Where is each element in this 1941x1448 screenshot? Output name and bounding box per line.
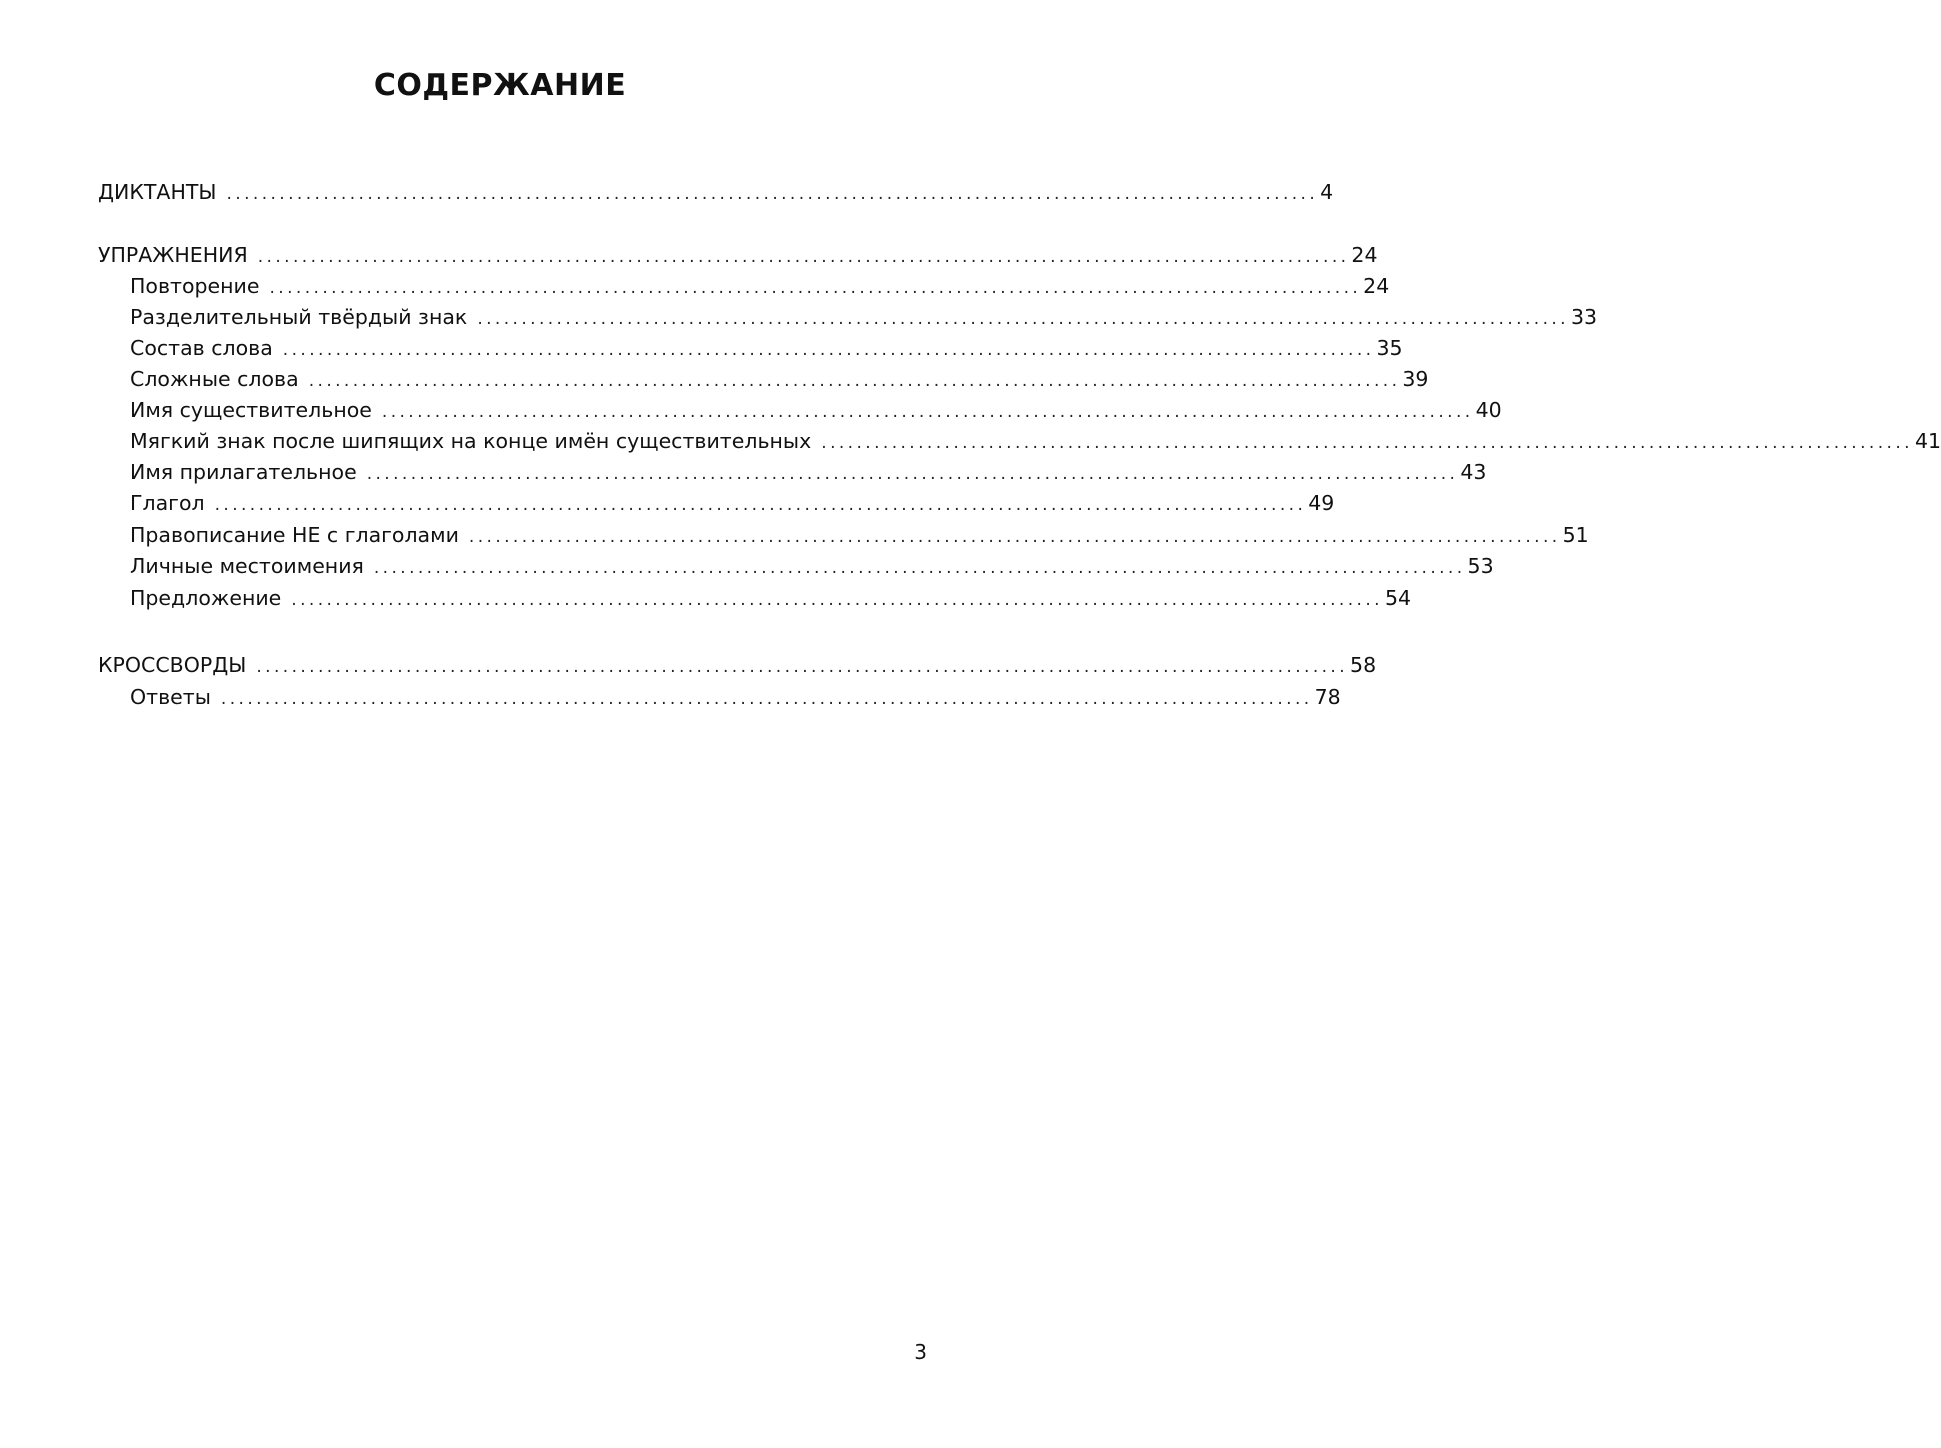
toc-item[interactable] bbox=[98, 682, 1341, 712]
toc-entry-page: 58 bbox=[1350, 653, 1377, 677]
toc-item[interactable] bbox=[98, 395, 1502, 425]
dot-leader: ............................................................................................................................ bbox=[477, 309, 1569, 329]
toc-section-crosswords[interactable] bbox=[98, 650, 1377, 680]
dot-leader: ............................................................................................................................ bbox=[291, 590, 1383, 610]
toc-entry-label: Предложение bbox=[130, 586, 282, 610]
toc-entry-page: 4 bbox=[1320, 180, 1334, 204]
toc-entry-label: Разделительный твёрдый знак bbox=[130, 305, 468, 329]
dot-leader: ............................................................................................................................ bbox=[366, 464, 1459, 484]
toc-item[interactable] bbox=[98, 457, 1487, 487]
toc-item[interactable] bbox=[98, 302, 1598, 332]
toc-item[interactable] bbox=[98, 488, 1335, 518]
toc-entry-label: ДИКТАНТЫ bbox=[98, 180, 217, 204]
toc-entry-page: 54 bbox=[1384, 586, 1412, 610]
toc-entry-label: КРОССВОРДЫ bbox=[98, 653, 247, 677]
toc-entry-page: 78 bbox=[1314, 685, 1341, 709]
dot-leader: ............................................................................................................................ bbox=[226, 184, 1319, 204]
toc-entry-label: Имя существительное bbox=[130, 398, 372, 422]
dot-leader: ............................................................................................................................ bbox=[821, 433, 1913, 453]
toc-entry-page: 24 bbox=[1363, 274, 1390, 298]
toc-item[interactable] bbox=[98, 333, 1403, 363]
toc-entry-label: Сложные слова bbox=[130, 367, 299, 391]
dot-leader: ............................................................................................................................ bbox=[269, 278, 1362, 298]
toc-entry-page: 39 bbox=[1402, 367, 1429, 391]
toc-entry-label: УПРАЖНЕНИЯ bbox=[98, 243, 248, 267]
toc-entry-page: 40 bbox=[1475, 398, 1502, 422]
toc-entry-label: Состав слова bbox=[130, 336, 273, 360]
dot-leader: ............................................................................................................................ bbox=[373, 558, 1466, 578]
toc-item[interactable] bbox=[98, 551, 1494, 581]
toc-entry-label: Повторение bbox=[130, 274, 260, 298]
toc-entry-page: 33 bbox=[1570, 305, 1598, 329]
toc-entry-page: 41 bbox=[1914, 429, 1941, 453]
toc-entry-page: 49 bbox=[1308, 491, 1335, 515]
toc-section-dictations[interactable] bbox=[98, 177, 1334, 207]
toc-entry-label: Личные местоимения bbox=[130, 554, 364, 578]
toc-item[interactable] bbox=[98, 520, 1589, 550]
toc-item[interactable] bbox=[98, 426, 1941, 456]
toc-entry-page: 43 bbox=[1460, 460, 1487, 484]
toc-entry-label: Правописание НЕ с глаголами bbox=[130, 523, 459, 547]
dot-leader: ............................................................................................................................ bbox=[257, 247, 1350, 267]
toc-entry-page: 53 bbox=[1467, 554, 1494, 578]
toc-entry-label: Имя прилагательное bbox=[130, 460, 357, 484]
dot-leader: ............................................................................................................................ bbox=[256, 657, 1349, 677]
dot-leader: ............................................................................................................................ bbox=[468, 527, 1561, 547]
dot-leader: ............................................................................................................................ bbox=[381, 402, 1474, 422]
toc-entry-label: Мягкий знак после шипящих на конце имён существительных bbox=[130, 429, 812, 453]
page-title: СОДЕРЖАНИЕ bbox=[373, 68, 627, 103]
dot-leader: ............................................................................................................................ bbox=[214, 495, 1307, 515]
toc-entry-page: 24 bbox=[1351, 243, 1378, 267]
page-number: 3 bbox=[914, 1340, 927, 1364]
toc-section-exercises[interactable] bbox=[98, 240, 1378, 270]
toc-item[interactable] bbox=[98, 583, 1412, 613]
dot-leader: ............................................................................................................................ bbox=[308, 371, 1401, 391]
dot-leader: ............................................................................................................................ bbox=[282, 340, 1375, 360]
toc-item[interactable] bbox=[98, 271, 1390, 301]
toc-entry-label: Ответы bbox=[130, 685, 211, 709]
toc-item[interactable] bbox=[98, 364, 1429, 394]
toc-entry-label: Глагол bbox=[130, 491, 205, 515]
toc-entry-page: 51 bbox=[1562, 523, 1589, 547]
toc-entry-page: 35 bbox=[1376, 336, 1403, 360]
dot-leader: ............................................................................................................................ bbox=[220, 689, 1313, 709]
